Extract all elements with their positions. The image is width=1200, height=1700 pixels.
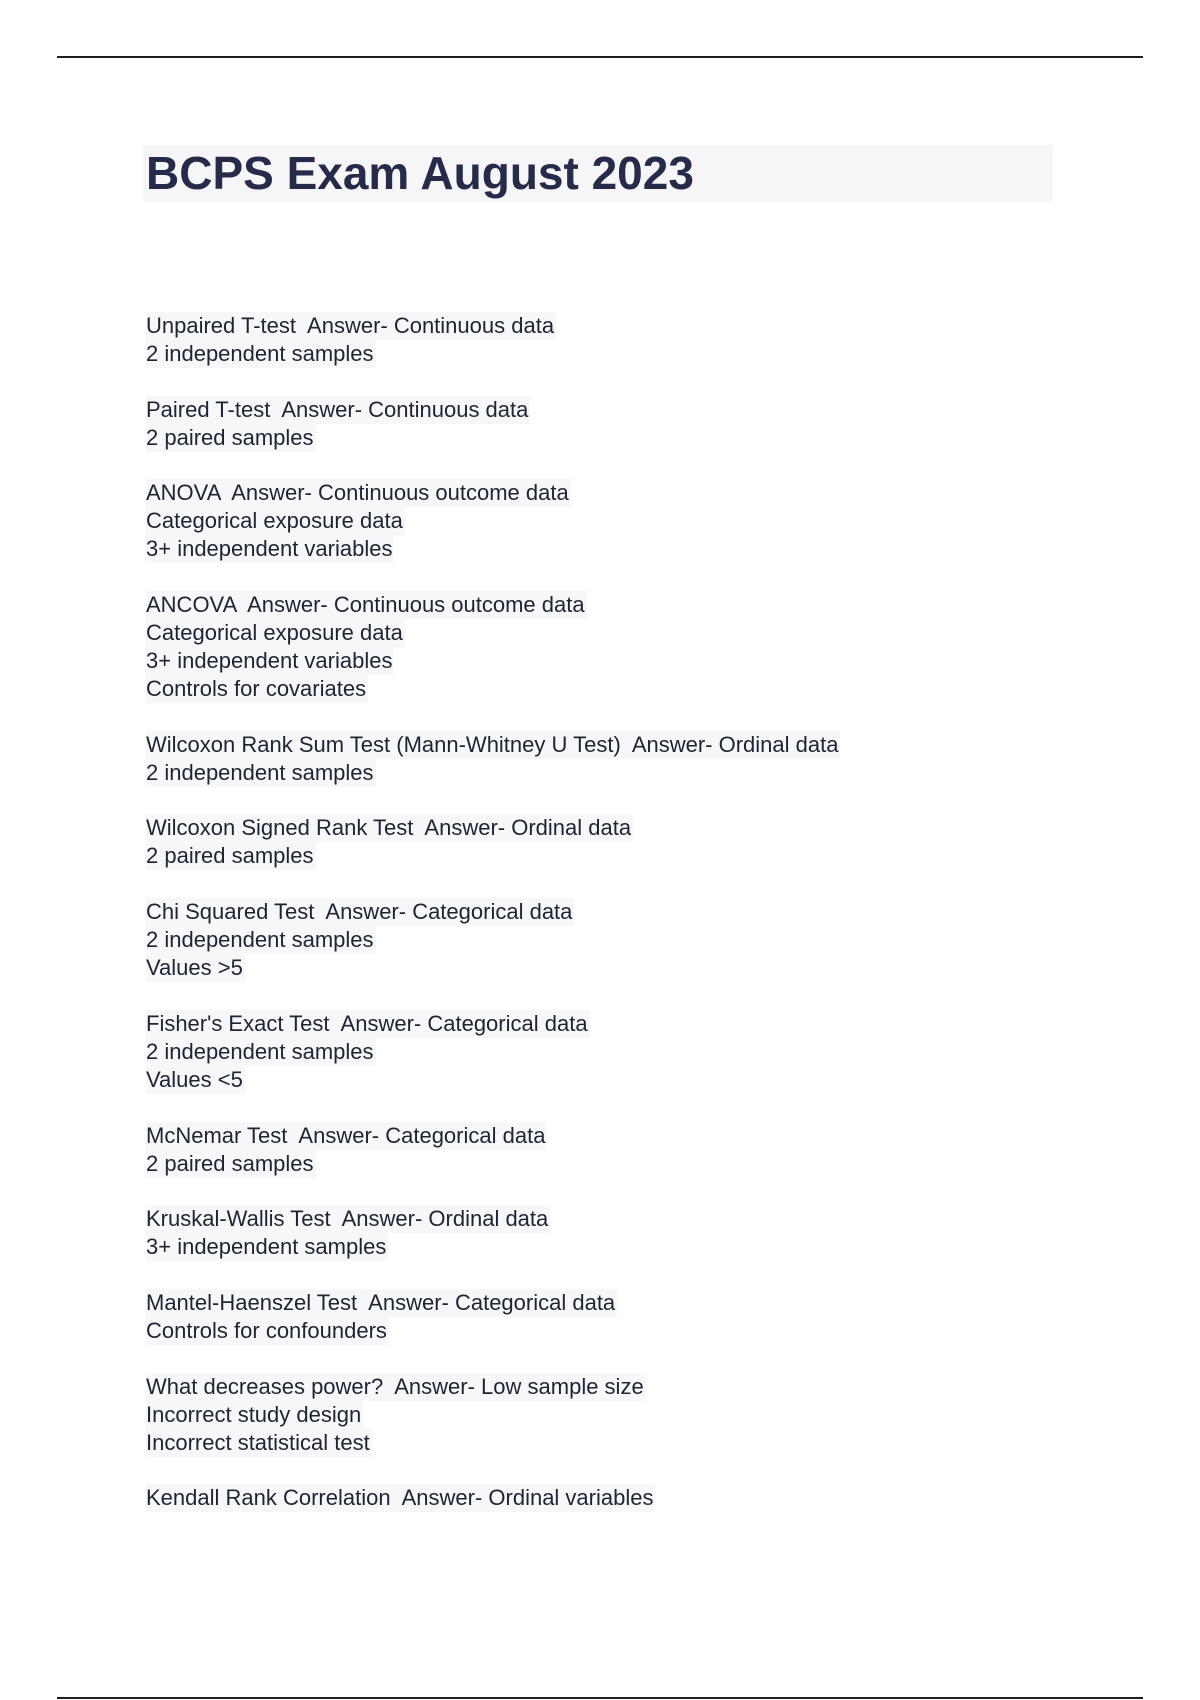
qa-question: McNemar Test	[146, 1122, 288, 1148]
qa-question-line	[146, 814, 633, 842]
qa-question: Kruskal-Wallis Test	[146, 1206, 331, 1232]
qa-answer-line: 3+ independent samples	[146, 1234, 387, 1260]
qa-question-line	[146, 312, 556, 340]
qa-question: What decreases power?	[146, 1373, 384, 1399]
qa-question-line	[146, 731, 840, 759]
qa-entry	[146, 312, 1046, 368]
qa-answer-prefix: Answer-	[631, 731, 719, 757]
qa-question: Kendall Rank Correlation	[146, 1485, 391, 1511]
qa-question-line	[146, 1122, 547, 1150]
qa-answer: Categorical data	[412, 899, 573, 925]
qa-entry	[146, 814, 1046, 870]
qa-answer-line: Values >5	[146, 955, 243, 981]
qa-question-line	[146, 1289, 617, 1317]
qa-question-line	[146, 591, 587, 619]
qa-entry	[146, 1010, 1046, 1094]
qa-answer-line: Controls for confounders	[146, 1317, 387, 1343]
qa-entry	[146, 1373, 1046, 1457]
qa-answer-line: 2 paired samples	[146, 1150, 314, 1176]
qa-entry	[146, 396, 1046, 452]
qa-answer: Continuous outcome data	[333, 592, 585, 618]
qa-answer: Ordinal data	[428, 1206, 549, 1232]
qa-answer: Ordinal data	[718, 731, 839, 757]
qa-entry	[146, 1289, 1046, 1345]
qa-answer: Ordinal variables	[488, 1485, 654, 1511]
qa-entry	[146, 731, 1046, 787]
qa-question-line	[146, 1373, 646, 1401]
footer-rule	[57, 1697, 1143, 1699]
qa-entry	[146, 1484, 1046, 1512]
qa-answer-prefix: Answer-	[401, 1485, 489, 1511]
qa-list	[146, 312, 1046, 1540]
qa-entry	[146, 898, 1046, 982]
qa-answer-prefix: Answer-	[298, 1122, 386, 1148]
qa-answer-line: Categorical exposure data	[146, 620, 403, 646]
qa-answer: Categorical data	[454, 1289, 616, 1315]
header-rule	[57, 56, 1143, 58]
qa-answer: Continuous data	[368, 396, 529, 422]
qa-answer-prefix: Answer-	[424, 815, 512, 841]
qa-entry	[146, 1205, 1046, 1261]
qa-question-line	[146, 1205, 550, 1233]
qa-answer: Categorical data	[427, 1010, 588, 1036]
qa-answer-prefix: Answer-	[281, 396, 369, 422]
qa-entry	[146, 591, 1046, 703]
qa-answer-line: Incorrect statistical test	[146, 1429, 370, 1455]
qa-question: ANCOVA	[146, 592, 237, 618]
qa-entry	[146, 1122, 1046, 1178]
qa-answer-line: 2 independent samples	[146, 927, 374, 953]
qa-question: Unpaired T-test	[146, 313, 297, 338]
qa-answer-prefix: Answer-	[307, 313, 394, 338]
qa-question-line	[146, 1484, 655, 1512]
qa-question-line	[146, 898, 574, 926]
qa-question: Wilcoxon Rank Sum Test (Mann-Whitney U Test)	[146, 731, 621, 757]
qa-answer-line: 2 independent samples	[146, 759, 374, 785]
qa-answer-line: Values <5	[146, 1066, 243, 1092]
qa-answer-line: 2 independent samples	[146, 341, 374, 366]
document-title: BCPS Exam August 2023	[146, 147, 694, 199]
qa-question: Mantel-Haenszel Test	[146, 1289, 358, 1315]
qa-answer-line: 3+ independent variables	[146, 536, 393, 562]
qa-question: Chi Squared Test	[146, 899, 315, 925]
qa-answer: Continuous data	[393, 313, 555, 338]
qa-question: Wilcoxon Signed Rank Test	[146, 815, 414, 841]
qa-answer: Continuous outcome data	[318, 480, 569, 506]
qa-answer-line: Categorical exposure data	[146, 508, 403, 534]
qa-answer-prefix: Answer-	[231, 480, 318, 506]
qa-answer: Ordinal data	[511, 815, 632, 841]
qa-question-line	[146, 479, 571, 507]
qa-entry	[146, 479, 1046, 563]
qa-answer-prefix: Answer-	[368, 1289, 455, 1315]
qa-question-line	[146, 396, 530, 424]
qa-question-line	[146, 1010, 590, 1038]
qa-answer-line: 2 paired samples	[146, 424, 314, 450]
qa-question: Fisher's Exact Test	[146, 1010, 330, 1036]
qa-question: Paired T-test	[146, 396, 271, 422]
qa-question: ANOVA	[146, 480, 221, 506]
qa-answer-line: Incorrect study design	[146, 1401, 362, 1427]
qa-answer-line: 2 paired samples	[146, 843, 314, 869]
qa-answer-prefix: Answer-	[341, 1206, 429, 1232]
qa-answer: Low sample size	[481, 1373, 644, 1399]
qa-answer: Categorical data	[385, 1122, 546, 1148]
qa-answer-prefix: Answer-	[340, 1010, 428, 1036]
qa-answer-prefix: Answer-	[394, 1373, 482, 1399]
qa-answer-line: 2 independent samples	[146, 1038, 374, 1064]
qa-answer-prefix: Answer-	[325, 899, 413, 925]
qa-answer-line: 3+ independent variables	[146, 648, 393, 674]
qa-answer-prefix: Answer-	[247, 592, 334, 618]
qa-answer-line: Controls for covariates	[146, 676, 367, 702]
